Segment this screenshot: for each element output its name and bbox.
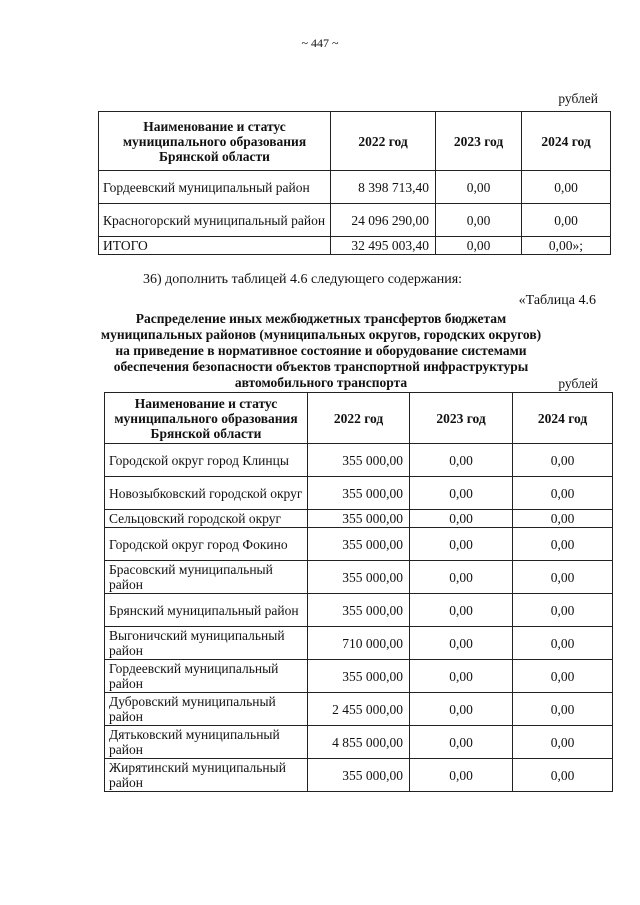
table-row [105,627,613,660]
cell-total-2023: 0,00 [436,237,522,255]
cell-2022: 355 000,00 [308,660,410,693]
table-row [99,204,611,237]
table-row [105,693,613,726]
cell-name: Новозыбковский городской округ [105,477,308,510]
table2-unit: рублей [558,376,598,391]
table-row [105,660,613,693]
cell-2023: 0,00 [410,726,513,759]
page-number: ~ 447 ~ [301,36,339,50]
cell-2024: 0,00 [513,444,613,477]
cell-2024: 0,00 [513,759,613,792]
cell-total-2022: 32 495 003,40 [331,237,436,255]
cell-2024: 0,00 [513,627,613,660]
cell-total-2024: 0,00»; [522,237,611,255]
table-row [105,444,613,477]
column-header-2022: 2022 год [331,112,436,171]
cell-2022: 355 000,00 [308,477,410,510]
cell-2024: 0,00 [522,204,611,237]
column-header-2023: 2023 год [436,112,522,171]
cell-2024: 0,00 [513,477,613,510]
cell-2022: 8 398 713,40 [331,171,436,204]
column-header-2024: 2024 год [522,112,611,171]
table-row [105,561,613,594]
cell-2022: 4 855 000,00 [308,726,410,759]
cell-2022: 710 000,00 [308,627,410,660]
paragraph-36: 36) дополнить таблицей 4.6 следующего содержания: [143,272,463,287]
cell-name: Городской округ город Фокино [105,528,308,561]
table-row [99,171,611,204]
cell-2024: 0,00 [513,660,613,693]
table1-unit: рублей [558,91,598,106]
table-row [105,528,613,561]
cell-2024: 0,00 [522,171,611,204]
table-row [105,759,613,792]
table-row [105,510,613,528]
cell-2023: 0,00 [436,204,522,237]
cell-2022: 2 455 000,00 [308,693,410,726]
cell-2022: 355 000,00 [308,561,410,594]
cell-2022: 355 000,00 [308,759,410,792]
column-header-name: Наименование и статус муниципального образования Брянской области [99,112,331,171]
cell-2023: 0,00 [410,561,513,594]
column-header-2024: 2024 год [513,393,613,444]
column-header-2023: 2023 год [410,393,513,444]
cell-2022: 355 000,00 [308,444,410,477]
cell-2024: 0,00 [513,726,613,759]
cell-2023: 0,00 [410,759,513,792]
table-header-row [99,112,611,171]
cell-2024: 0,00 [513,528,613,561]
table-header-row [105,393,613,444]
cell-2023: 0,00 [410,528,513,561]
cell-2022: 24 096 290,00 [331,204,436,237]
cell-2023: 0,00 [410,444,513,477]
table-row [105,726,613,759]
column-header-2022: 2022 год [308,393,410,444]
cell-name: Брянский муниципальный район [105,594,308,627]
cell-2024: 0,00 [513,693,613,726]
table-row [105,594,613,627]
cell-name: Красногорский муниципальный район [99,204,331,237]
column-header-name: Наименование и статус муниципального образования Брянской области [105,393,308,444]
cell-2023: 0,00 [410,693,513,726]
table1 [98,111,611,255]
cell-2024: 0,00 [513,561,613,594]
cell-2023: 0,00 [410,477,513,510]
cell-2024: 0,00 [513,510,613,528]
cell-name: Выгоничский муниципальный район [105,627,308,660]
table2-title: Распределение иных межбюджетных трансфертов бюджетам муниципальных районов (муниципальных округов, городских округов) на приведение в нормативное состояние и оборудование системами обеспечения безопасности объектов транспортной инфраструктуры автомобильного транспорта [100,311,542,390]
cell-name: Городской округ город Клинцы [105,444,308,477]
cell-total-label: ИТОГО [99,237,331,255]
cell-name: Брасовский муниципальный район [105,561,308,594]
cell-name: Гордеевский муниципальный район [99,171,331,204]
cell-name: Дятьковский муниципальный район [105,726,308,759]
cell-2023: 0,00 [410,660,513,693]
cell-2022: 355 000,00 [308,510,410,528]
cell-2023: 0,00 [410,510,513,528]
cell-2022: 355 000,00 [308,594,410,627]
cell-name: Дубровский муниципальный район [105,693,308,726]
cell-2023: 0,00 [436,171,522,204]
cell-2023: 0,00 [410,594,513,627]
cell-name: Гордеевский муниципальный район [105,660,308,693]
table2 [104,392,613,792]
cell-2022: 355 000,00 [308,528,410,561]
table-total-row [99,237,611,255]
table-row [105,477,613,510]
cell-2023: 0,00 [410,627,513,660]
cell-name: Сельцовский городской округ [105,510,308,528]
cell-2024: 0,00 [513,594,613,627]
cell-name: Жирятинский муниципальный район [105,759,308,792]
table2-label: «Таблица 4.6 [518,293,596,308]
